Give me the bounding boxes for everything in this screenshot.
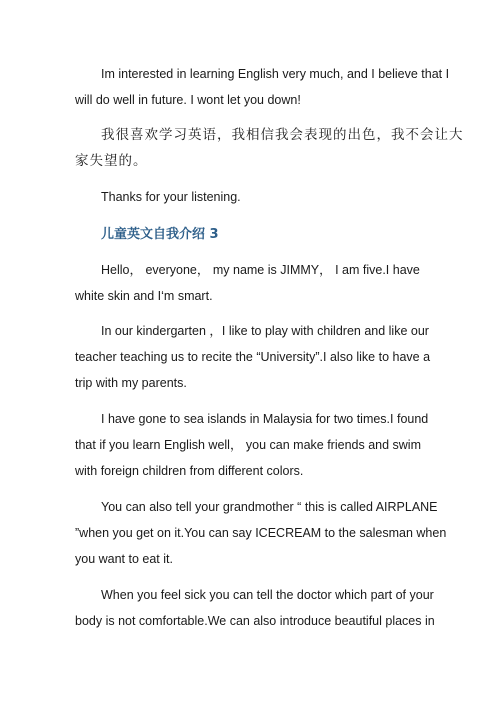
paragraph-line: white skin and I‘m smart.: [75, 289, 213, 303]
paragraph-line: will do well in future. I wont let you down!: [75, 93, 301, 107]
paragraph-line: teacher teaching us to recite the “University”.I also like to have a: [75, 350, 431, 364]
paragraph-thanks: [75, 184, 435, 210]
section-heading: 儿童英文自我介绍 3: [101, 227, 219, 242]
paragraph-grandmother: [75, 494, 447, 572]
paragraph-line: you want to eat it.: [75, 552, 173, 566]
paragraph-interest: [75, 61, 450, 113]
paragraph-line: 我很喜欢学习英语，我相信我会表现的出色，我不会让大: [101, 127, 464, 143]
paragraph-line: with foreign children from different colors.: [75, 464, 304, 478]
paragraph-malaysia: [75, 406, 435, 484]
paragraph-line: body is not comfortable.We can also introduce beautiful places in: [75, 614, 435, 628]
paragraph-kindergarten: [75, 318, 435, 396]
paragraph-hello: [75, 257, 435, 309]
paragraph-line: Im interested in learning English very much, and I believe that I: [101, 67, 450, 81]
paragraph-line: Hello， everyone， my name is JIMMY， I am five.I have: [101, 263, 420, 277]
paragraph-line: Thanks for your listening.: [101, 190, 241, 204]
paragraph-doctor: [75, 582, 435, 634]
paragraph-chinese: [75, 122, 464, 174]
paragraph-line: trip with my parents.: [75, 376, 187, 390]
paragraph-line: ”when you get on it.You can say ICECREAM to the salesman when: [75, 526, 447, 540]
paragraph-line: 家失望的。: [75, 153, 148, 169]
paragraph-line: that if you learn English well， you can make friends and swim: [75, 438, 421, 452]
paragraph-line: In our kindergarten ，I like to play with children and like our: [101, 324, 429, 338]
paragraph-line: When you feel sick you can tell the doctor which part of your: [101, 588, 434, 602]
paragraph-line: You can also tell your grandmother “ this is called AIRPLANE: [101, 500, 438, 514]
paragraph-line: I have gone to sea islands in Malaysia for two times.I found: [101, 412, 429, 426]
